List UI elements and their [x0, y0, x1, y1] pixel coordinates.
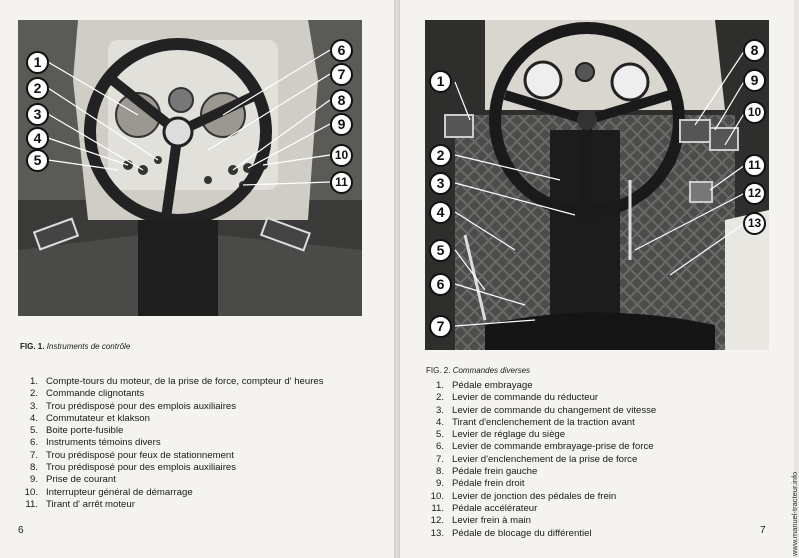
legend-item: 13. Pédale de blocage du différentiel: [430, 527, 592, 539]
callout-11: 11: [330, 171, 353, 194]
callout-8: 8: [330, 89, 353, 112]
legend-item: 6. Instruments témoins divers: [29, 437, 161, 449]
figure-1-legend: [20, 376, 380, 511]
callout-9: 9: [743, 69, 766, 92]
legend-item: 1. Pédale embrayage: [435, 380, 533, 391]
legend-item: 7. Levier d'enclenchement de la prise de force: [435, 453, 638, 465]
legend-item: 8. Trou prédisposé pour des emplois auxiliaires: [29, 462, 237, 474]
callout-10: 10: [743, 101, 766, 124]
callout-10: 10: [330, 144, 353, 167]
legend-item: 3. Trou prédisposé pour des emplois auxiliaires: [29, 400, 237, 412]
callout-1: 1: [429, 70, 452, 93]
legend-item: 3. Levier de commande du changement de vitesse: [435, 404, 657, 416]
legend-item: 6. Levier de commande embrayage-prise de force: [435, 441, 654, 453]
callout-7: 7: [429, 315, 452, 338]
figure-2-title: Commandes diverses: [452, 366, 531, 375]
figure-1-photo: [18, 20, 362, 316]
callout-1: 1: [26, 51, 49, 74]
legend-item: 1. Compte-tours du moteur, de la prise de force, compteur d' heures: [29, 376, 324, 387]
legend-item: 11. Pédale accélérateur: [431, 502, 538, 514]
callout-6: 6: [429, 273, 452, 296]
legend-item: 5. Levier de réglage du siège: [435, 429, 566, 441]
legend-item: 9. Prise de courant: [29, 474, 116, 486]
legend-item: 2. Levier de commande du réducteur: [435, 392, 599, 404]
legend-item: 2. Commande clignotants: [29, 388, 145, 400]
callout-5: 5: [429, 239, 452, 262]
figure-2-photo: [425, 20, 769, 350]
legend-item: 10. Levier de jonction des pédales de frein: [430, 490, 617, 502]
figure-1-title: Instruments de contrôle: [46, 342, 131, 351]
callout-7: 7: [330, 63, 353, 86]
callout-3: 3: [26, 103, 49, 126]
legend-item: 4. Commutateur et klakson: [29, 412, 150, 424]
callout-2: 2: [26, 77, 49, 100]
callout-4: 4: [429, 201, 452, 224]
legend-item: 8. Pédale frein gauche: [435, 466, 538, 478]
callout-11: 11: [743, 154, 766, 177]
watermark-text: www.manuel-tracteur.info: [790, 471, 799, 556]
legend-item: 10. Interrupteur général de démarrage: [24, 486, 193, 498]
page-number-left: 6: [18, 525, 24, 536]
callout-6: 6: [330, 39, 353, 62]
callout-4: 4: [26, 127, 49, 150]
figure-2-caption: [426, 366, 530, 375]
legend-item: 7. Trou prédisposé pour feux de stationnement: [29, 449, 234, 461]
legend-item: 4. Tirant d'enclenchement de la traction avant: [435, 416, 635, 428]
callout-3: 3: [429, 172, 452, 195]
page-number-right: 7: [760, 525, 766, 536]
legend-item: 12. Levier frein à main: [430, 515, 531, 527]
legend-item: 5. Boite porte-fusible: [29, 425, 124, 437]
legend-item: 9. Pédale frein droit: [435, 478, 525, 490]
callout-13: 13: [743, 212, 766, 235]
watermark: [780, 470, 799, 558]
callout-12: 12: [743, 182, 766, 205]
figure-1-label: FIG. 1.: [20, 342, 45, 351]
callout-5: 5: [26, 149, 49, 172]
figure-2-legend: [426, 380, 746, 540]
callout-8: 8: [743, 39, 766, 62]
figure-2-label: FIG. 2.: [426, 366, 451, 375]
callout-2: 2: [429, 144, 452, 167]
callout-9: 9: [330, 113, 353, 136]
legend-item: 11. Tirant d' arrêt moteur: [25, 498, 135, 510]
figure-1-caption: [20, 342, 130, 351]
